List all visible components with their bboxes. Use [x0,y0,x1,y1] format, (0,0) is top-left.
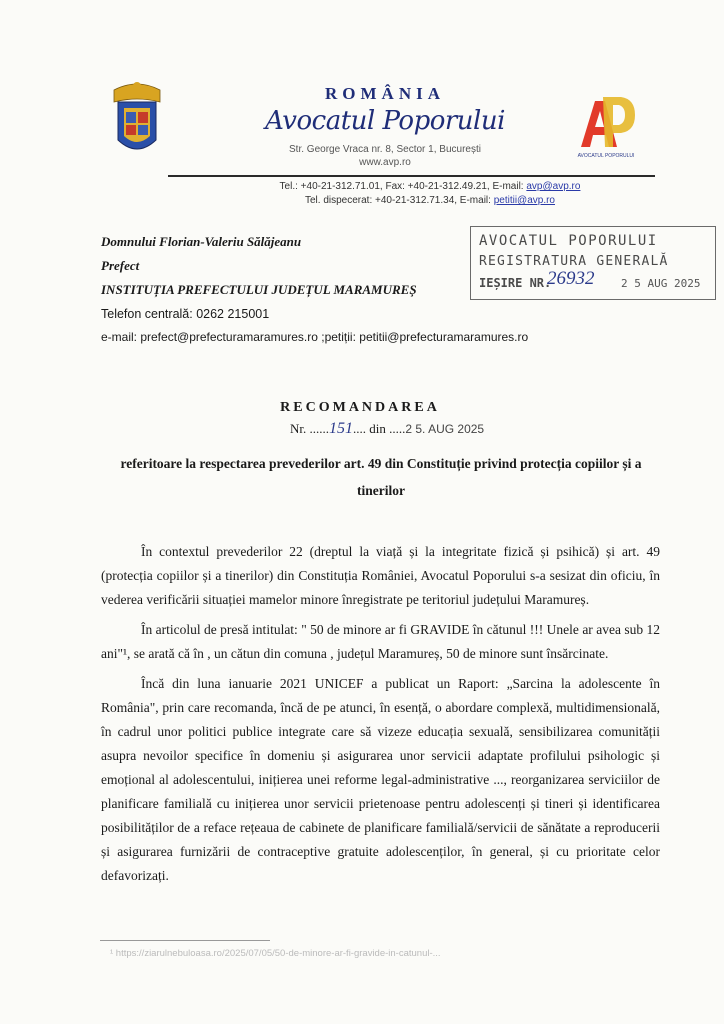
coat-of-arms-icon [108,80,166,162]
addressee-institution: INSTITUȚIA PREFECTULUI JUDEȚUL MARAMUREȘ [101,282,417,297]
contact-email-link-1[interactable]: avp@avp.ro [526,181,581,192]
document-date: 2 5. AUG 2025 [405,422,485,436]
din-label: din [366,421,390,436]
header-website: www.avp.ro [359,157,411,168]
contact-line-1: Tel.: +40-21-312.71.01, Fax: +40-21-312.49.21, E-mail: [279,181,527,192]
addressee-email: e-mail: prefect@prefecturamaramures.ro ;petiții: petitii@prefecturamaramures.ro [101,330,529,344]
footnote: ¹ https://ziarulnebuloasa.ro/2025/07/05/50-de-minore-ar-fi-gravide-in-catunul-... [110,948,441,959]
footnote-divider [100,940,270,941]
avocatul-poporului-logo-icon [573,89,639,161]
document-subtitle: referitoare la respectarea prevederilor art. 49 din Constituție privind protecția copiilor și a tinerilor [120,456,642,498]
registry-stamp [470,226,716,300]
addressee-block [101,230,461,326]
addressee-role: Prefect [101,258,140,273]
paragraph-3: Încă din luna ianuarie 2021 UNICEF a publicat un Raport: „Sarcina la adolescente în România", prin care recomanda, încă de pe atunci, în esență, o abordare complexă, multidimensională, în cadrul unor politici publice integrate care să vizeze educația sexuală, sensibilizarea comunității asupra nevoilor specifice în domeniu și asigurarea unor servicii adaptate profilului psihologic și emoțional al adolescentului, inițierea unei reforme legal-administrative ..., reorganizarea serviciilor de planificare familială cu inițierea unor servicii prietenoase pentru adolescenți și tineri și identificarea posibilităților de a reface rețeaua de cabinete de planificare familială/servicii de sănătate a reproducerii și asigurarea furnizării de contraceptive gratuite adolescenților, în general, și cu prioritate celor defavorizați. [101,676,660,883]
stamp-date: 2 5 AUG 2025 [621,277,701,290]
stamp-line-2: REGISTRATURA GENERALĂ [479,254,669,269]
stamp-line-1: AVOCATUL POPORULUI [479,233,658,249]
document-body [101,540,660,894]
addressee-name: Domnului Florian-Valeriu Sălăjeanu [101,234,302,249]
header-contact [200,180,660,208]
document-title: RECOMANDAREA [280,400,440,415]
header-institution: Avocatul Poporului [265,106,505,136]
contact-email-link-2[interactable]: petitii@avp.ro [493,195,555,206]
header-address: Str. George Vraca nr. 8, Sector 1, București [289,144,481,155]
nr-label: Nr. [290,421,310,436]
addressee-phone: Telefon centrală: 0262 215001 [101,307,270,321]
paragraph-2: În articolul de presă intitulat: " 50 de minore ar fi GRAVIDE în cătunul !!! Unele ar avea sub 12 ani"¹, se arată că în , un cătun din comuna , județul Maramureș, 50 de minore sunt însărcinate. [101,622,660,661]
nr-value: 151 [329,420,353,437]
document-number-line: Nr. ......151.... din .....2 5. AUG 2025 [290,420,485,437]
contact-line-2: Tel. dispecerat: +40-21-312.71.34, E-mail: [304,195,494,206]
header-country: ROMÂNIA [325,84,445,103]
stamp-line-3: IEȘIRE NR. [479,276,552,290]
stamp-number: 26932 [547,268,595,289]
logo-caption: AVOCATUL POPORULUI [577,153,635,159]
paragraph-1: În contextul prevederilor 22 (dreptul la viață și la integritate fizică și psihică) și art. 49 (protecția copiilor și a tinerilor) din Constituția României, Avocatul Poporului s-a sesizat din oficiu, în vederea verificării situației mamelor minore înregistrate pe teritoriul județului Maramureș. [101,544,660,607]
header-divider [168,175,655,177]
